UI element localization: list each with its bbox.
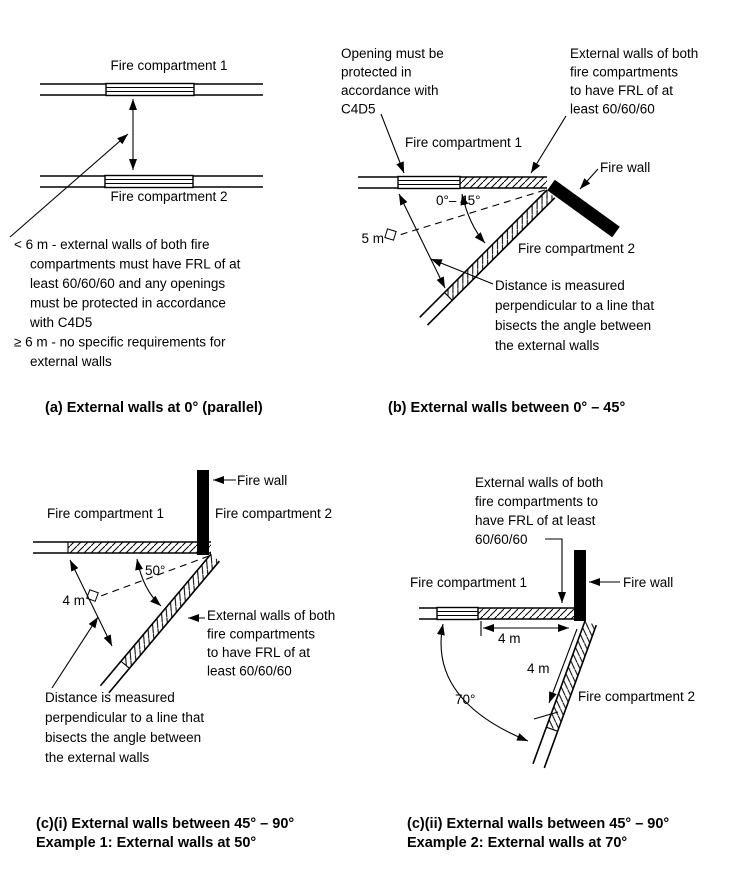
angle-label: 0°– 45° xyxy=(436,193,481,208)
note-line: with C4D5 xyxy=(30,315,93,330)
frl-note xyxy=(570,46,698,117)
fire-wall xyxy=(551,185,616,232)
frl-wall-hatch xyxy=(68,542,211,553)
opening-note-leader xyxy=(381,114,404,173)
protected-opening xyxy=(105,176,193,188)
caption-c2-line1: (c)(ii) External walls between 45° – 90° xyxy=(407,816,670,832)
panel-b xyxy=(341,46,698,416)
note-line: least 60/60/60 and any openings xyxy=(30,276,226,291)
note-line: to have FRL of at xyxy=(207,645,311,660)
note-line: to have FRL of at xyxy=(570,83,674,98)
caption-c1-line2: Example 1: External walls at 50° xyxy=(36,835,257,851)
right-angle-square xyxy=(87,590,99,602)
compartment-2-label: Fire compartment 2 xyxy=(110,189,228,204)
note-line: fire compartments to xyxy=(475,494,599,509)
panel-a xyxy=(10,58,263,416)
distance-4m-label: 4 m xyxy=(62,593,85,608)
compartment-2-label: Fire compartment 2 xyxy=(578,689,696,704)
distance-note xyxy=(45,690,204,765)
note-line: < 6 m - external walls of both fire xyxy=(14,237,210,252)
note-line: Opening must be xyxy=(341,46,444,61)
note-line: Distance is measured xyxy=(495,278,625,293)
compartment-2-label: Fire compartment 2 xyxy=(215,506,333,521)
angle-label: 70° xyxy=(455,692,476,707)
note-line: protected in xyxy=(341,64,412,80)
compartment-2-label: Fire compartment 2 xyxy=(518,241,636,256)
distance-5m-label: 5 m xyxy=(361,231,384,246)
external-wall-1 xyxy=(419,608,574,620)
note-line: have FRL of at least xyxy=(475,513,596,528)
fire-wall-label: Fire wall xyxy=(237,473,288,488)
opening-note xyxy=(341,46,444,117)
protected-opening xyxy=(437,608,478,620)
distance-4m-horizontal-label: 4 m xyxy=(498,631,521,646)
external-wall-top xyxy=(40,84,263,96)
note-line: C4D5 xyxy=(341,101,376,117)
note-line: External walls of both xyxy=(570,46,699,61)
compartment-1-label: Fire compartment 1 xyxy=(110,58,228,73)
panel-c2 xyxy=(407,475,695,851)
right-angle-square xyxy=(385,229,396,240)
panel-c1 xyxy=(33,470,335,851)
fire-wall-label: Fire wall xyxy=(600,160,651,175)
note-line: the external walls xyxy=(45,750,150,765)
note-line: compartments must have FRL of at xyxy=(30,256,241,272)
frl-note xyxy=(207,608,335,679)
note-line: perpendicular to a line that xyxy=(45,710,205,725)
caption-c1-line1: (c)(i) External walls between 45° – 90° xyxy=(36,816,295,832)
note-line: the external walls xyxy=(495,338,600,353)
frl-note-leader xyxy=(531,116,566,173)
compartment-1-label: Fire compartment 1 xyxy=(405,135,523,150)
caption-b: (b) External walls between 0° – 45° xyxy=(388,400,626,416)
frl-wall-hatch xyxy=(478,608,574,619)
note-line: least 60/60/60 xyxy=(570,101,655,117)
note-line: perpendicular to a line that xyxy=(495,298,655,313)
note-line: bisects the angle between xyxy=(495,318,652,333)
fire-wall-leader xyxy=(580,169,598,189)
note-line: bisects the angle between xyxy=(45,730,202,745)
external-wall-1 xyxy=(358,177,547,189)
note-line: must be protected in accordance xyxy=(30,295,226,311)
protected-opening xyxy=(398,177,460,189)
caption-a: (a) External walls at 0° (parallel) xyxy=(45,400,263,416)
note-line: least 60/60/60 xyxy=(207,663,292,679)
note-line: external walls xyxy=(30,354,112,369)
protected-opening xyxy=(106,84,194,96)
fire-wall xyxy=(574,550,586,621)
separation-distance-arrow xyxy=(399,194,445,288)
distance-4m-slant-label: 4 m xyxy=(527,661,550,676)
note-line: Distance is measured xyxy=(45,690,175,705)
angle-label: 50° xyxy=(145,563,166,578)
distance-note-leader xyxy=(52,617,98,688)
caption-c2-line2: Example 2: External walls at 70° xyxy=(407,835,628,851)
requirements-note xyxy=(14,237,241,369)
note-line: External walls of both xyxy=(207,608,336,623)
external-wall-1 xyxy=(33,542,211,553)
horizontal-distance-measure xyxy=(481,621,569,646)
note-line: External walls of both xyxy=(475,475,604,490)
distance-note xyxy=(495,278,654,353)
compartment-1-label: Fire compartment 1 xyxy=(47,506,165,521)
note-line: fire compartments xyxy=(570,64,679,80)
frl-wall-hatch xyxy=(460,177,547,188)
frl-note-leader xyxy=(545,539,562,603)
note-line: 60/60/60 xyxy=(475,532,528,547)
fire-wall-label: Fire wall xyxy=(623,575,674,590)
frl-note xyxy=(475,475,603,547)
note-line: fire compartments xyxy=(207,626,316,642)
note-line: accordance with xyxy=(341,83,439,98)
compartment-1-label: Fire compartment 1 xyxy=(410,575,528,590)
note-line: ≥ 6 m - no specific requirements for xyxy=(14,334,226,350)
